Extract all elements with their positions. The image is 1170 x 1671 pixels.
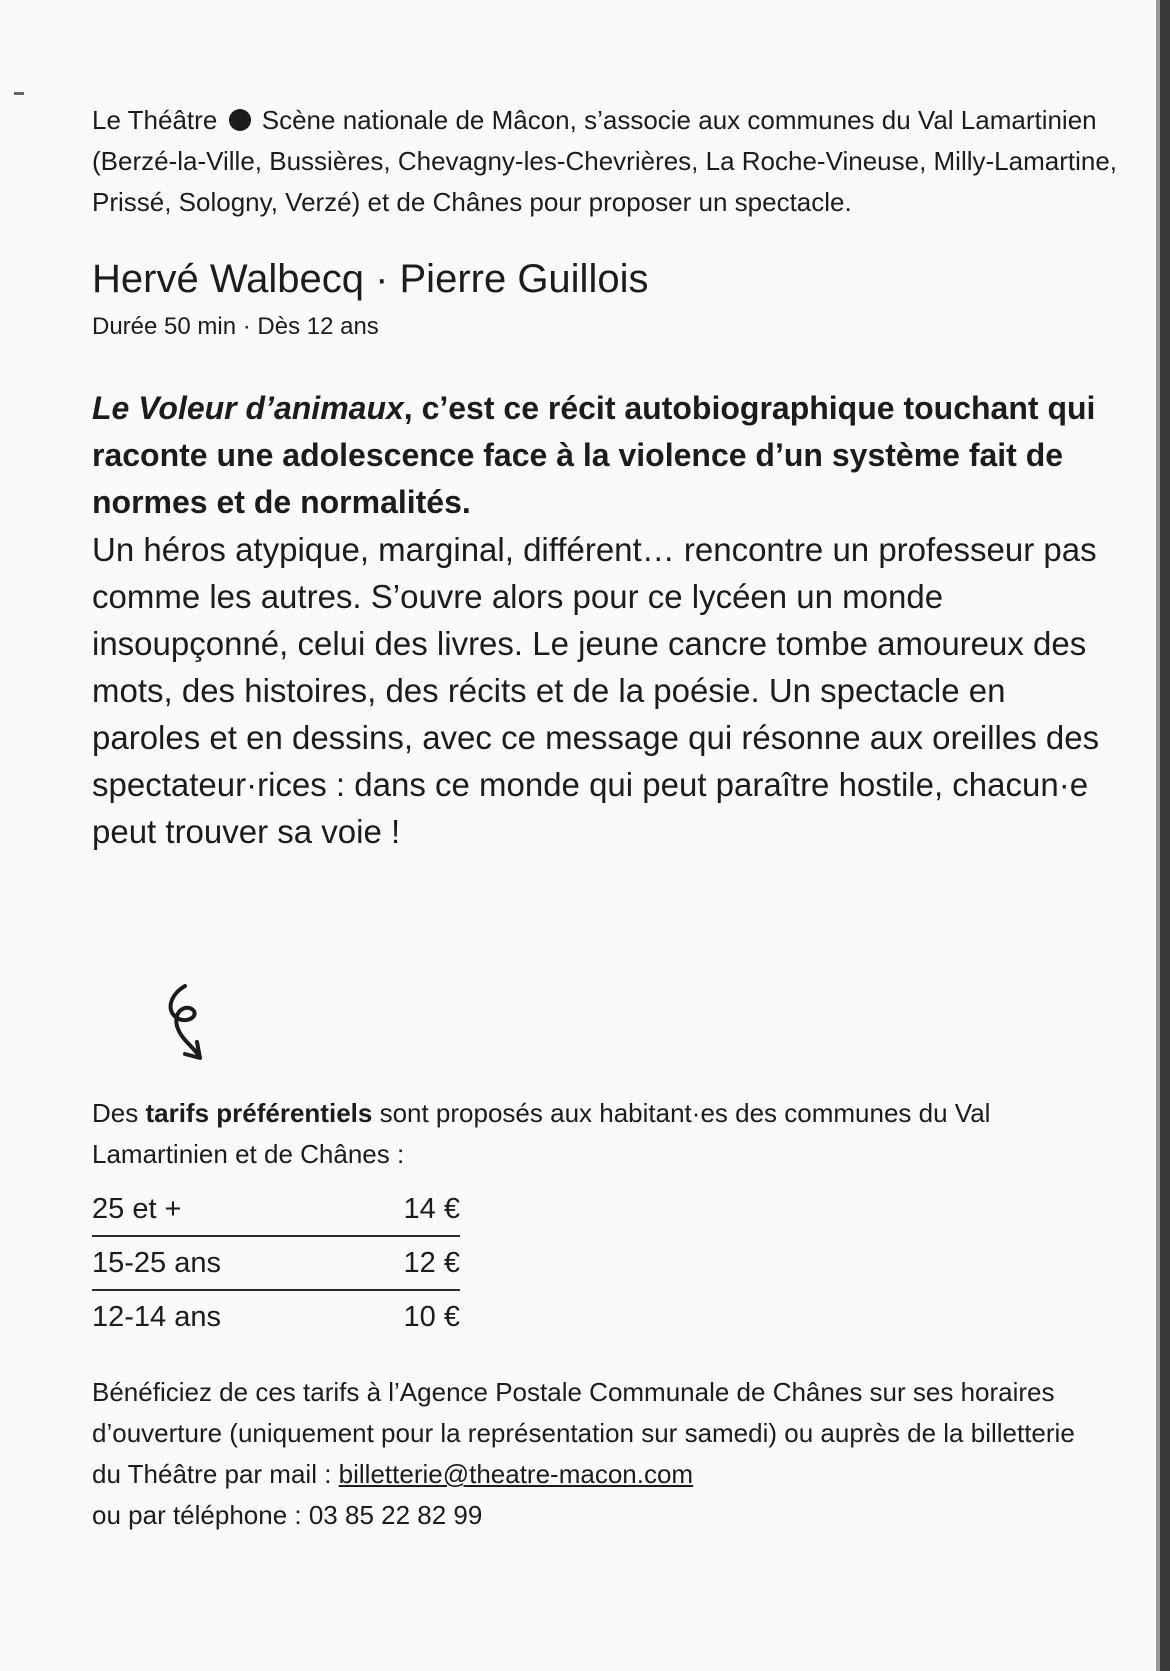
age-cell: 25 et + [92, 1192, 182, 1225]
authors-heading: Hervé Walbecq · Pierre Guillois [92, 257, 649, 301]
tarifs-intro-start: Des [92, 1098, 146, 1128]
price-cell: 10 € [348, 1290, 460, 1343]
price-cell: 12 € [348, 1236, 460, 1290]
scan-edge-dark [1160, 0, 1170, 1671]
intro-after-dot: Scène nationale de Mâcon, s’associe aux communes du Val Lamartinien (Berzé-la-Ville, Bussières, Chevagny-les-Chevrières, La Roche-Vineuse, Milly-Lamartine, Prissé, Sologny, Verzé) et de Chânes pour proposer un spectacle. [92, 105, 1118, 217]
tarifs-paragraph [92, 1093, 1092, 1175]
main-content [92, 100, 1122, 855]
intro-before-dot: Le Théâtre [92, 105, 218, 135]
phone-line: ou par téléphone : 03 85 22 82 99 [92, 1500, 483, 1530]
bullet-dot-icon [229, 109, 251, 131]
show-meta: Durée 50 min · Dès 12 ans [92, 313, 379, 340]
lead-rest: , c’est ce récit autobiographique touchant qui raconte une adolescence face à la violence d’un système fait de normes et de normalités. [92, 390, 1096, 520]
intro-paragraph [92, 100, 1122, 223]
body-paragraph: Un héros atypique, marginal, différent… rencontre un professeur pas comme les autres. S’ouvre alors pour ce lycéen un monde insoupçonné, celui des livres. Le jeune cancre tombe amoureux des mots, des histoires, des récits et de la poésie. Un spectacle en paroles et en dessins, avec ce message qui résonne aux oreilles des spectateur·rices : dans ce monde qui peut paraître hostile, chacun·e peut trouver sa voie ! [92, 531, 1100, 850]
price-cell: 14 € [403, 1192, 460, 1225]
show-title: Le Voleur d’animaux [92, 390, 404, 426]
table-row [92, 1183, 460, 1236]
age-cell: 15-25 ans [92, 1236, 348, 1290]
age-cell: 12-14 ans [92, 1290, 348, 1343]
tarifs-bold: tarifs préférentiels [145, 1098, 373, 1128]
price-table [92, 1183, 460, 1343]
footer-info [92, 1372, 1092, 1536]
footer-paragraph [92, 1372, 1092, 1495]
table-row [92, 1236, 460, 1290]
footer-text: Bénéficiez de ces tarifs à l’Agence Postale Communale de Chânes sur ses horaires d’ouverture (uniquement pour la représentation sur samedi) ou auprès de la billetterie du Théâtre par mail : [92, 1377, 1075, 1489]
table-row [92, 1290, 460, 1343]
tarifs-intro [92, 1093, 1092, 1175]
email-link[interactable]: billetterie@theatre-macon.com [338, 1459, 694, 1489]
scan-speck [14, 92, 24, 95]
lead-paragraph [92, 385, 1122, 526]
curly-arrow-icon [163, 980, 223, 1070]
tarifs-intro-end: sont proposés aux habitant·es des communes du Val Lamartinien et de Chânes : [92, 1098, 991, 1169]
